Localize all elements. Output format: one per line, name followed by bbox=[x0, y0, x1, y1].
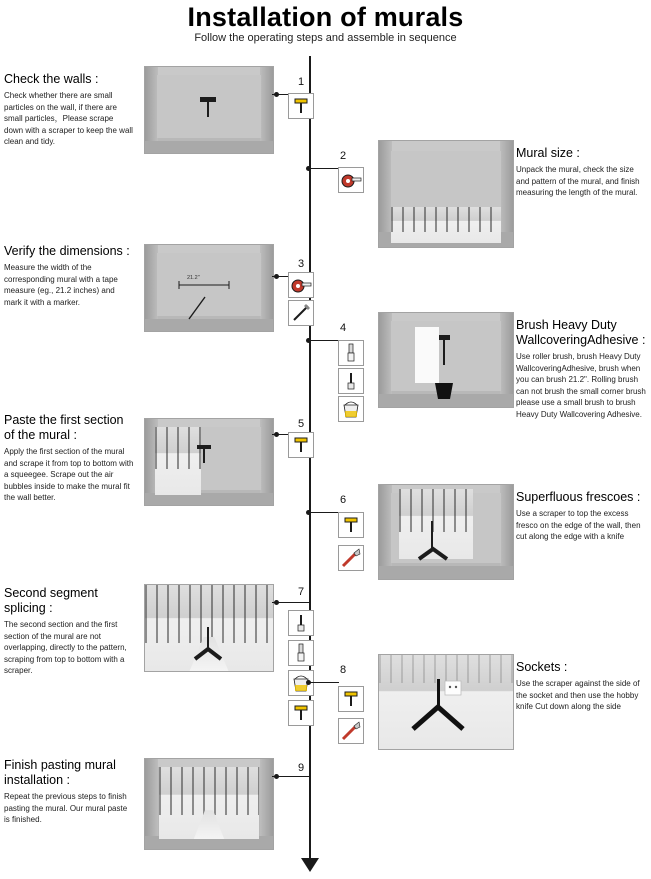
page-subtitle: Follow the operating steps and assemble in sequence bbox=[194, 32, 457, 44]
step-1-number: 1 bbox=[298, 76, 305, 88]
step-1-dot bbox=[274, 92, 279, 97]
step-1-text: Check the walls : Check whether there are small particles on the wall, if there are small particles，Please scrape down with a scraper to keep the wall clean and tidy. bbox=[4, 72, 133, 147]
squeegee-icon bbox=[288, 700, 314, 726]
step-2-connector bbox=[309, 168, 339, 169]
page-title: Installation of murals bbox=[187, 2, 464, 32]
step-5-dot bbox=[274, 432, 279, 437]
step-3-dot bbox=[274, 274, 279, 279]
step-3-text: Verify the dimensions : Measure the width of the corresponding mural with a tape measure (eg., 21.2 inches) and mark it with a marker. bbox=[4, 244, 130, 307]
hobby-knife-icon bbox=[338, 545, 364, 571]
rolled-mural bbox=[391, 207, 501, 243]
step-4-connector bbox=[309, 340, 339, 341]
step-8-number: 8 bbox=[340, 664, 347, 676]
step-4-text: Brush Heavy Duty WallcoveringAdhesive : Use roller brush, brush Heavy Duty WallcoveringAdhesive, brush when you can brush 21.2". Rolling brush can not brush the small corner brush please use a small brush to brush Heavy Duty Wallcovering Adhesive. bbox=[516, 318, 646, 419]
step-5-image bbox=[144, 418, 274, 506]
step-3-image bbox=[144, 244, 274, 332]
step-1-image bbox=[144, 66, 274, 154]
step-4-image bbox=[378, 312, 514, 408]
step-2-text: Mural size : Unpack the mural, check the size and pattern of the mural, and finish measuring the length of the mural. bbox=[516, 146, 640, 198]
step-5-number: 5 bbox=[298, 418, 305, 430]
step-9-dot bbox=[274, 774, 279, 779]
step-6-connector bbox=[309, 512, 339, 513]
paint-brush-icon bbox=[338, 340, 364, 366]
step-6-number: 6 bbox=[340, 494, 347, 506]
timeline-axis bbox=[309, 56, 311, 862]
step-7-number: 7 bbox=[298, 586, 305, 598]
step-5-text: Paste the first section of the mural : Apply the first section of the mural and scrape it from top to bottom with a squeegee. Scrape out the air bubbles inside to make the mural fit the wall better. bbox=[4, 413, 134, 503]
step-9-text: Finish pasting mural installation : Repeat the previous steps to finish pasting the mural. Our mural paste is finished. bbox=[4, 758, 128, 825]
hobby-knife-icon bbox=[338, 718, 364, 744]
squeegee-icon bbox=[338, 512, 364, 538]
tape-measure-icon bbox=[288, 272, 314, 298]
step-3-measure-label: 21.2" bbox=[187, 275, 200, 281]
timeline-arrow-icon bbox=[301, 858, 319, 874]
step-8-dot bbox=[306, 680, 311, 685]
step-7-dot bbox=[274, 600, 279, 605]
small-brush-icon bbox=[338, 368, 364, 394]
step-2-dot bbox=[306, 166, 311, 171]
step-8-image bbox=[378, 654, 514, 750]
small-brush-icon bbox=[288, 610, 314, 636]
step-2-image bbox=[378, 140, 514, 248]
step-4-dot bbox=[306, 338, 311, 343]
squeegee-icon bbox=[338, 686, 364, 712]
step-3-number: 3 bbox=[298, 258, 305, 270]
adhesive-bucket-icon bbox=[338, 396, 364, 422]
step-6-image bbox=[378, 484, 514, 580]
step-9-number: 9 bbox=[298, 762, 305, 774]
squeegee-icon bbox=[288, 93, 314, 119]
step-4-number: 4 bbox=[340, 322, 347, 334]
squeegee-icon bbox=[288, 432, 314, 458]
step-8-text: Sockets : Use the scraper against the side of the socket and then use the hobby knife Cut down along the side bbox=[516, 660, 640, 712]
step-7-image bbox=[144, 584, 274, 672]
tape-measure-icon bbox=[338, 167, 364, 193]
step-6-text: Superfluous frescoes : Use a scraper to top the excess fresco on the edge of the wall, then cut along the edge with a knife bbox=[516, 490, 641, 542]
step-9-image bbox=[144, 758, 274, 850]
step-6-dot bbox=[306, 510, 311, 515]
step-8-connector bbox=[309, 682, 339, 683]
paint-brush-icon bbox=[288, 640, 314, 666]
step-7-text: Second segment splicing : The second section and the first section of the mural are not overlapping, directly to the pattern, scraping from top to bottom with a scraper. bbox=[4, 586, 127, 676]
squeegee-in-scene bbox=[200, 97, 216, 117]
step-2-number: 2 bbox=[340, 150, 347, 162]
marker-pen-icon bbox=[288, 300, 314, 326]
